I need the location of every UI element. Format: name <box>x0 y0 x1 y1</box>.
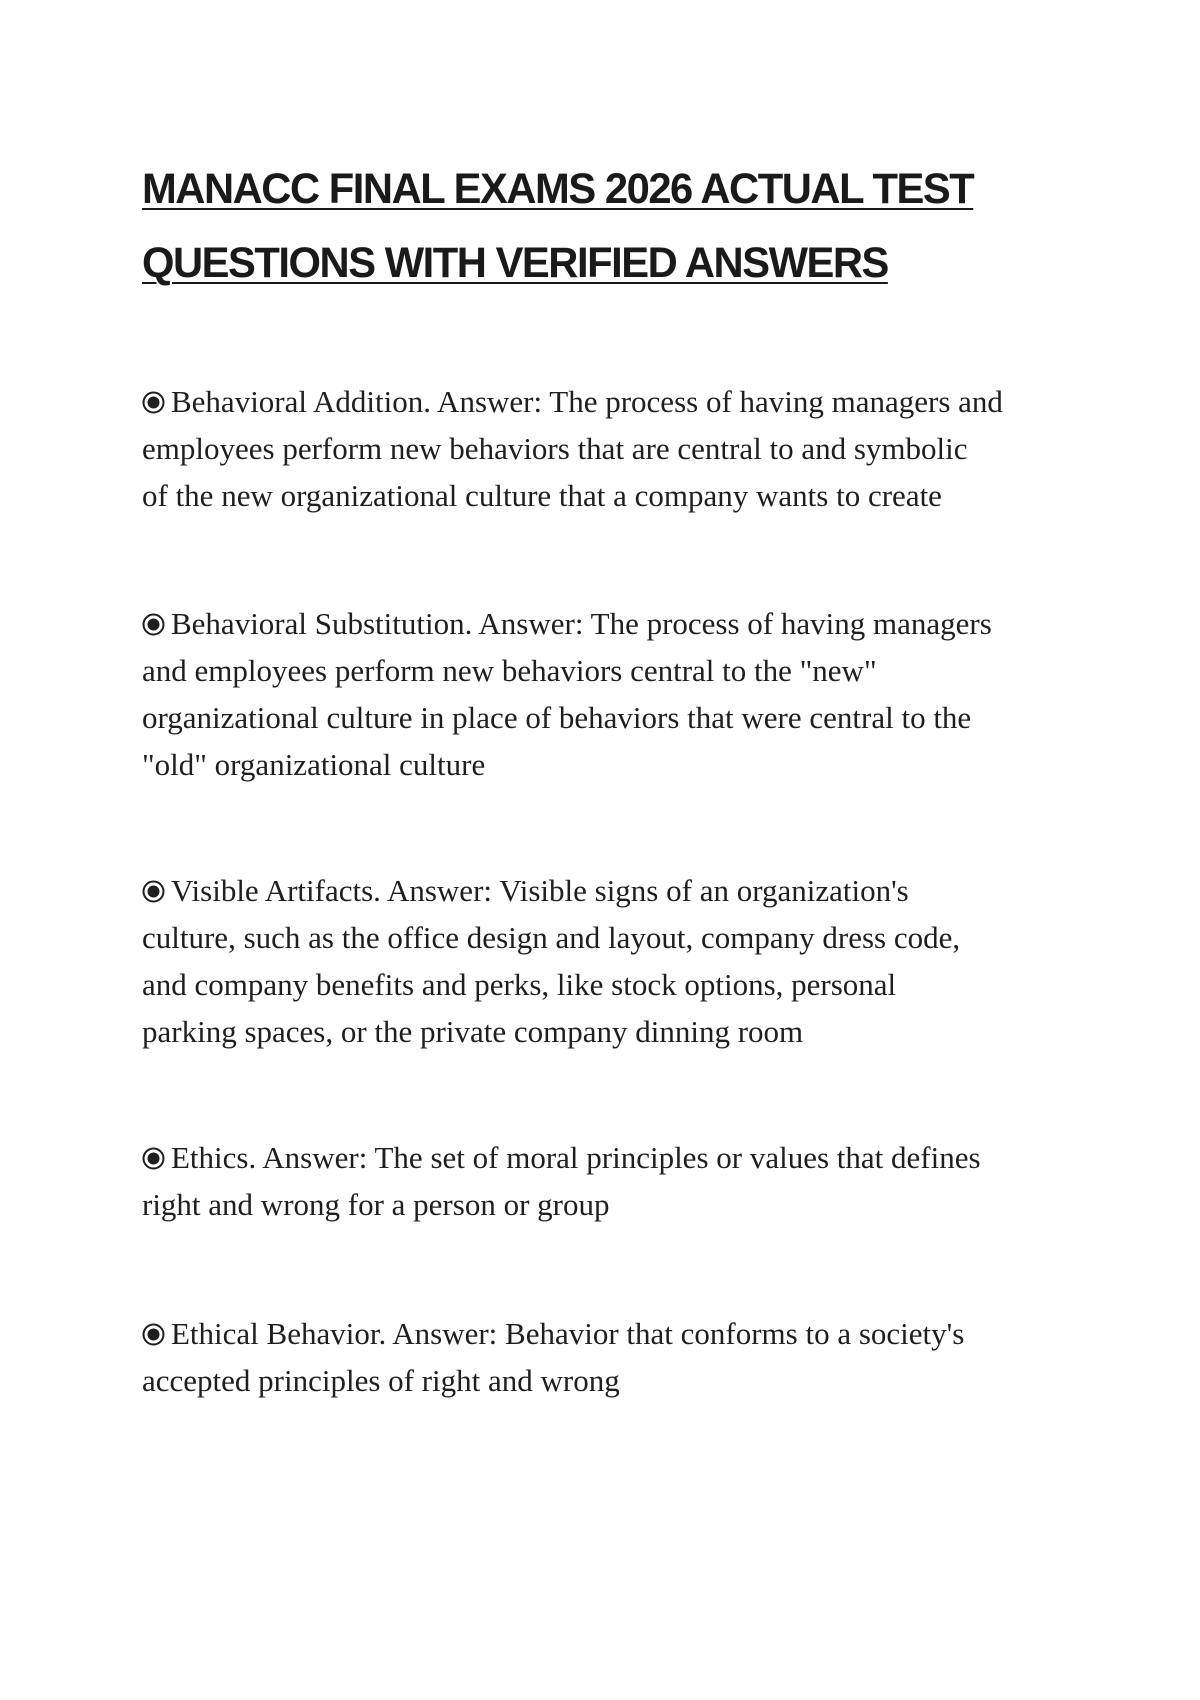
radio-bullet-icon <box>142 391 165 414</box>
document-title <box>142 152 1102 300</box>
qa-item <box>142 378 1003 519</box>
qa-line: accepted principles of right and wrong <box>142 1363 620 1398</box>
radio-bullet-icon <box>142 880 165 903</box>
qa-item <box>142 1310 964 1404</box>
qa-line: "old" organizational culture <box>142 747 486 782</box>
radio-bullet-icon <box>142 613 165 636</box>
qa-line: Ethics. Answer: The set of moral principles or values that defines <box>142 1134 981 1181</box>
qa-line: organizational culture in place of behaviors that were central to the <box>142 700 972 735</box>
radio-bullet-icon <box>142 1323 165 1346</box>
qa-line: Visible Artifacts. Answer: Visible signs of an organization's <box>142 867 960 914</box>
qa-line: culture, such as the office design and layout, company dress code, <box>142 920 961 955</box>
qa-line: and employees perform new behaviors central to the "new" <box>142 653 877 688</box>
qa-line: Behavioral Addition. Answer: The process of having managers and <box>142 378 1003 425</box>
title-line: QUESTIONS WITH VERIFIED ANSWERS <box>142 239 888 287</box>
qa-line: and company benefits and perks, like stock options, personal <box>142 967 897 1002</box>
qa-item <box>142 1134 981 1228</box>
qa-line: Behavioral Substitution. Answer: The process of having managers <box>142 600 992 647</box>
qa-line: of the new organizational culture that a company wants to create <box>142 478 942 513</box>
qa-line: parking spaces, or the private company dinning room <box>142 1014 804 1049</box>
qa-item <box>142 600 992 788</box>
qa-line: right and wrong for a person or group <box>142 1187 610 1222</box>
qa-item <box>142 867 960 1055</box>
title-line: MANACC FINAL EXAMS 2026 ACTUAL TEST <box>142 165 974 213</box>
qa-line: employees perform new behaviors that are central to and symbolic <box>142 431 968 466</box>
qa-line: Ethical Behavior. Answer: Behavior that conforms to a society's <box>142 1310 964 1357</box>
radio-bullet-icon <box>142 1147 165 1170</box>
